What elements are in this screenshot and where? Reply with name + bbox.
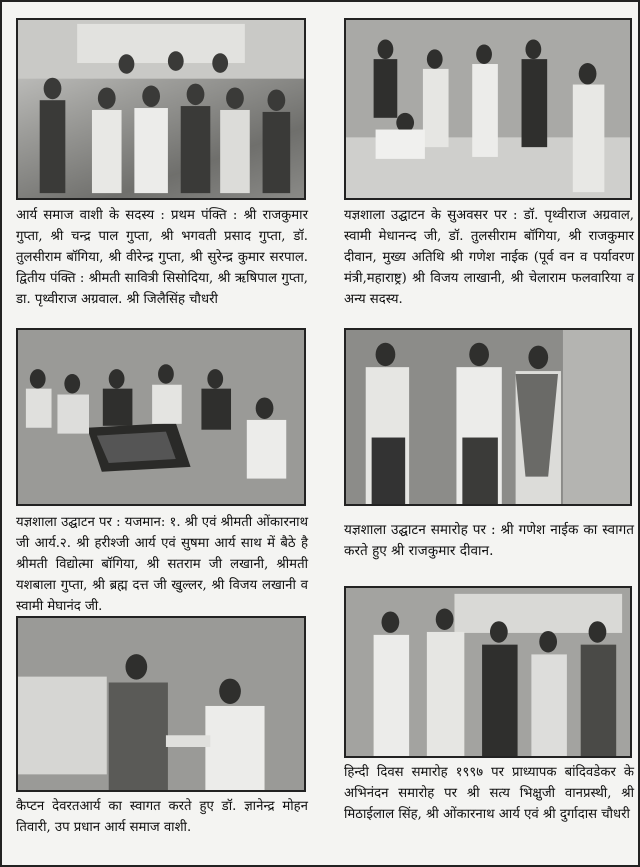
- photo-yajman-seated: [16, 328, 306, 506]
- photo-hindi-diwas: [344, 586, 632, 758]
- caption-welcome-captain-devrat: कैप्टन देवरतआर्य का स्वागत करते हुए डॉ. ज्ञानेन्द्र मोहन तिवारी, उप प्रधान आर्य समाज वाशी.: [16, 799, 308, 835]
- photo-welcome-captain-devrat: [16, 616, 306, 792]
- photo-members-group: [16, 18, 306, 200]
- caption-yajman-seated: यज्ञशाला उद्घाटन पर : यजमान: १. श्री एवं श्रीमती ओंकारनाथ जी आर्य.२. श्री हरीश्जी आर्य एवं सुषमा आर्य साथ में बैठे है श्रीमती विद्योत्मा बॉगिया, श्री सतराम जी लखानी, श्रीमती यशबाला गुप्ता, श्री ब्रह्म दत्त जी खुल्लर, श्री विजय लखानी व स्वामी मेघानंद जी.: [16, 515, 308, 614]
- caption-welcome-ganesh-naik: यज्ञशाला उद्घाटन समारोह पर : श्री गणेश नाईक का स्वागत करते हुए श्री राजकुमार दीवान.: [344, 522, 634, 559]
- photo-yagyashala-inauguration: [344, 18, 632, 200]
- caption-hindi-diwas: हिन्दी दिवस समारोह १९९७ पर प्राध्यापक बांदिवडेकर के अभिनंदन समारोह पर श्री सत्य भिक्षुजी वानप्रस्थी, श्री मिठाईलाल सिंह, श्री ओंकारनाथ आर्य एवं श्री दुर्गादास चौधरी: [344, 765, 634, 822]
- photo-welcome-ganesh-naik: [344, 328, 632, 506]
- caption-yagyashala-inauguration: यज्ञशाला उद्घाटन के सुअवसर पर : डॉ. पृथ्वीराज अग्रवाल, स्वामी मेधानन्द जी, डॉ. तुलसीराम बॉगिया, श्री राजकुमार दीवान, मुख्य अतिथि श्री गणेश नाईक (पूर्व वन व पर्यावरण मंत्री,महाराष्ट्र) श्री विजय लाखानी, श्री चेलाराम फलवारिया व अन्य सदस्य.: [344, 208, 634, 307]
- caption-members-group: आर्य समाज वाशी के सदस्य : प्रथम पंक्ति : श्री राजकुमार गुप्ता, श्री चन्द्र पाल गुप्ता, श्री भगवती प्रसाद गुप्ता, डॉ. तुलसीराम बॉगिया, श्री वीरेन्द्र गुप्ता, श्री सुरेन्द्र कुमार सरपाल. द्वितीय पंक्ति : श्रीमती सावित्री सिसोदिया, श्री ऋषिपाल गुप्ता, डा. पृथ्वीराज अग्रवाल. श्री जिलैसिंह चौधरी: [16, 208, 308, 307]
